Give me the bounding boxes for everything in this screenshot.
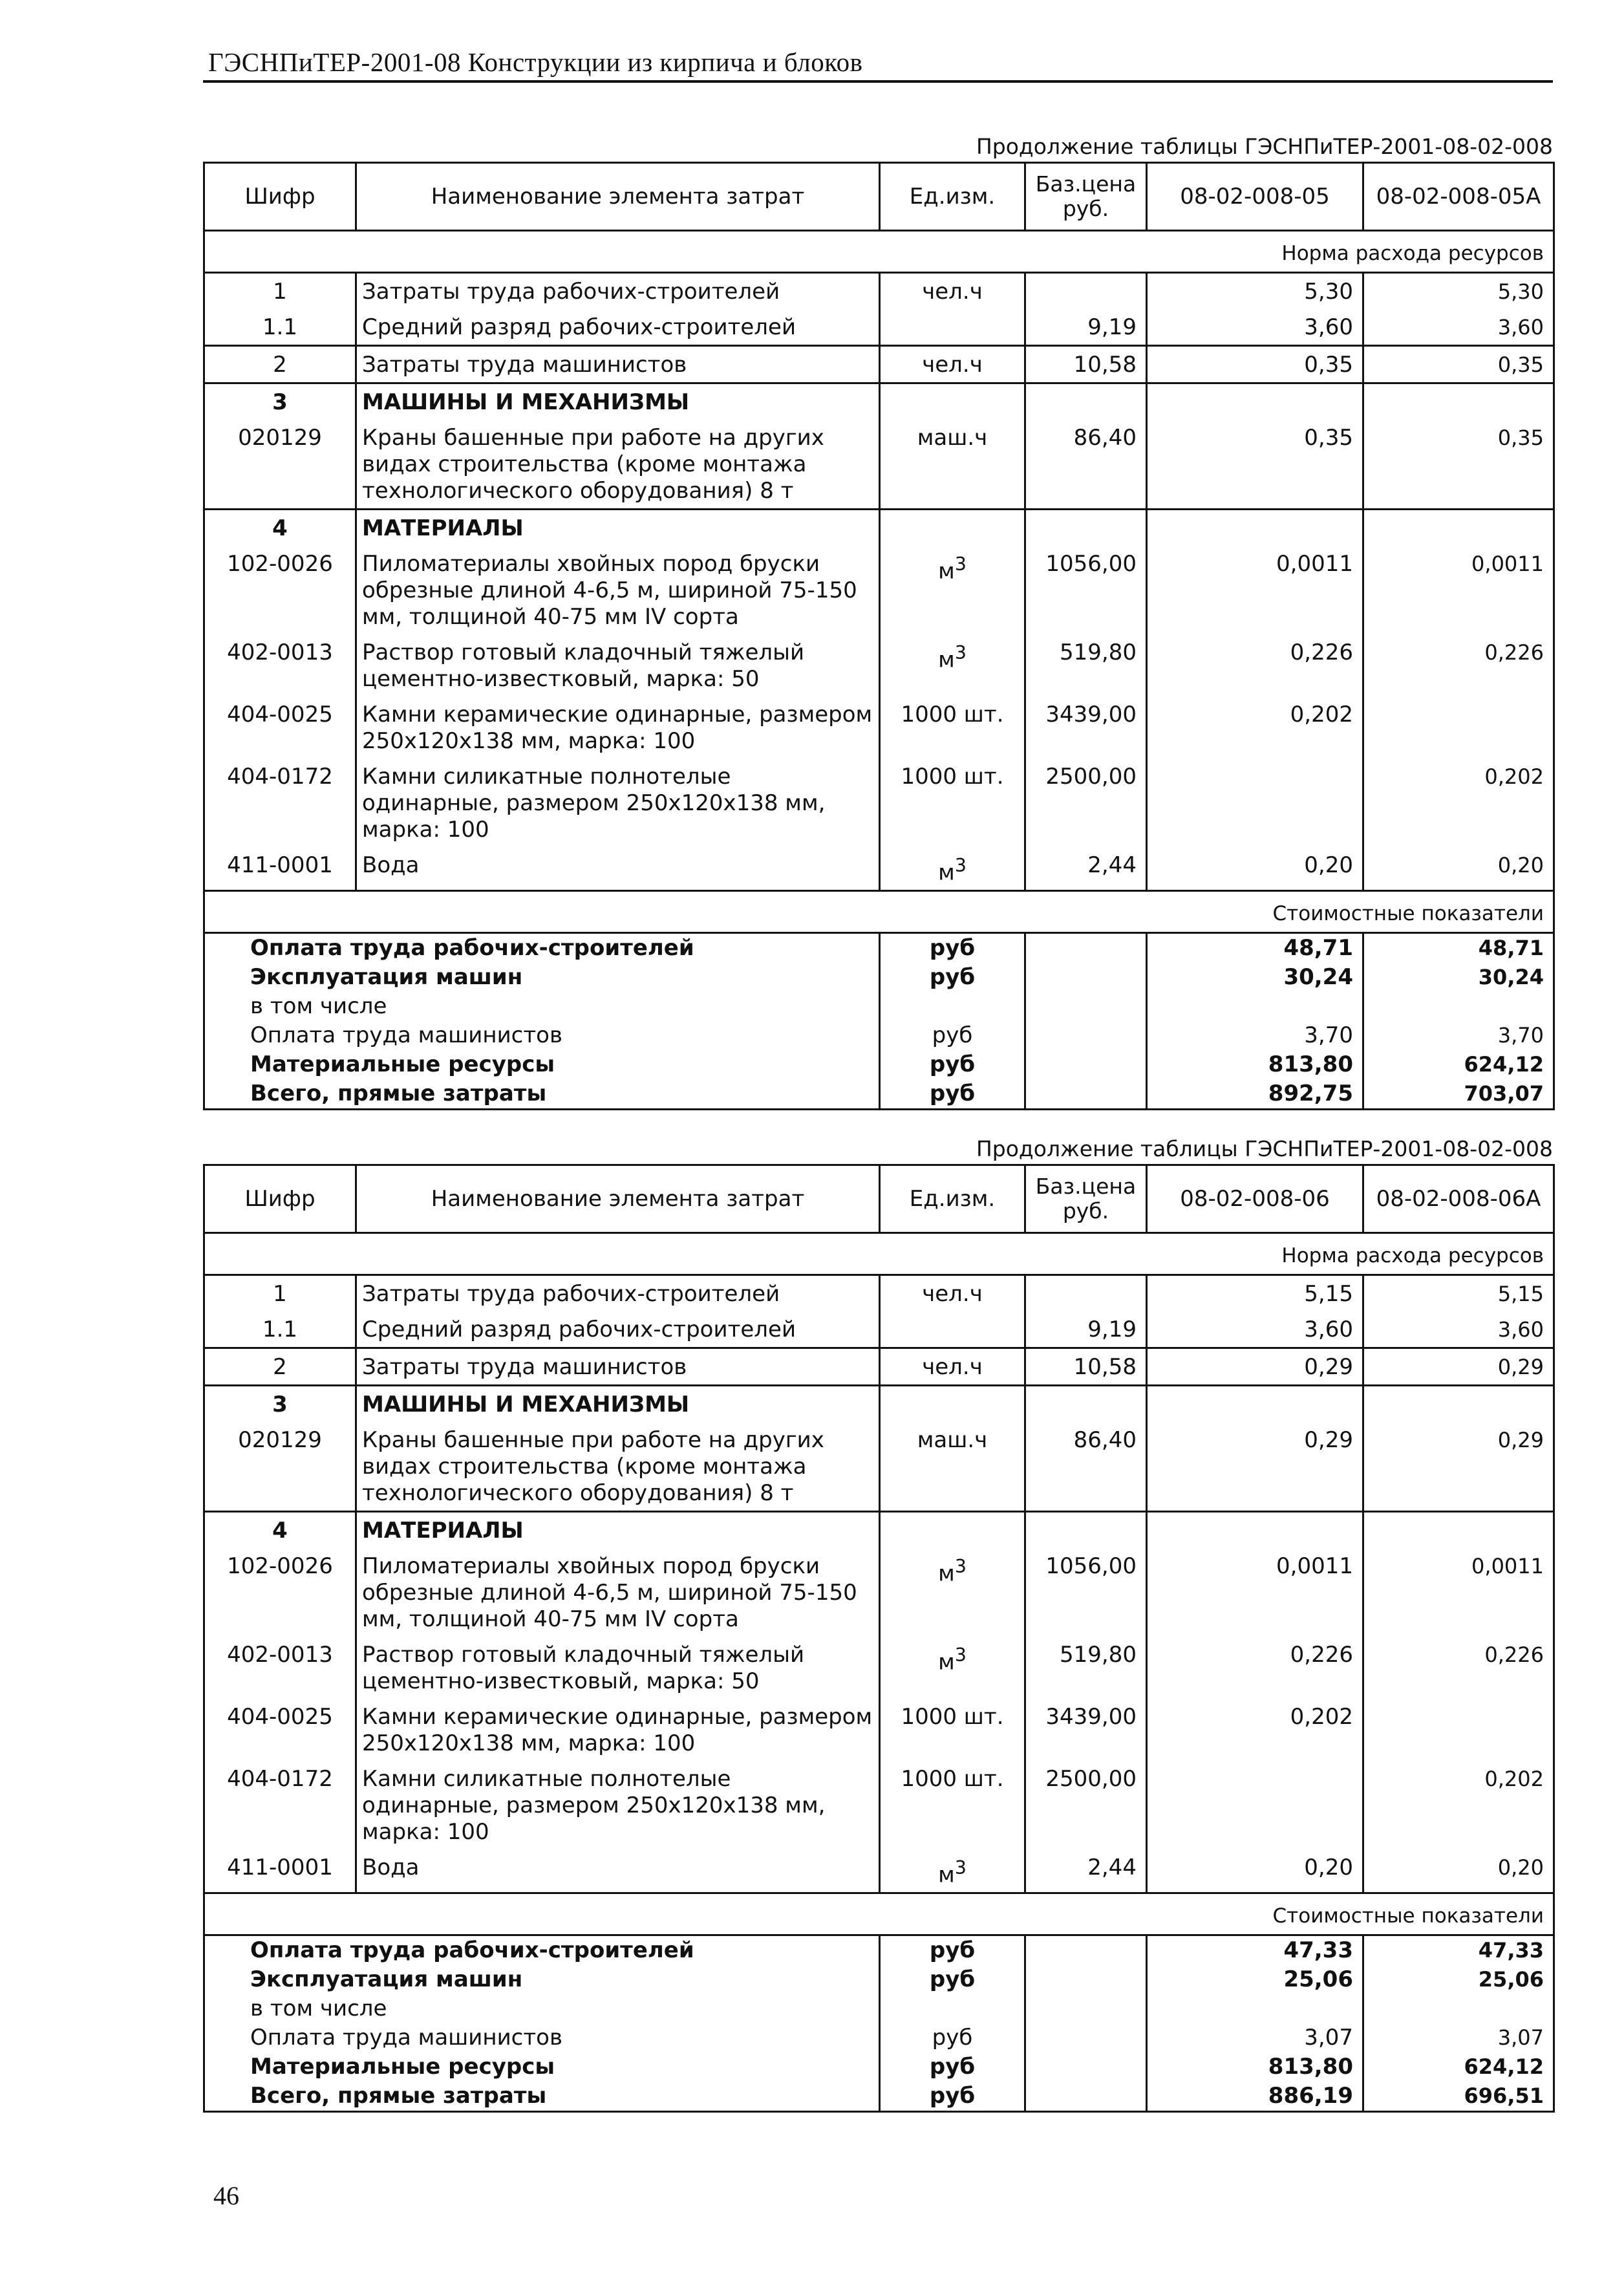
row-price: 9,19 — [1025, 309, 1147, 346]
row-norm-b: 0,20 — [1363, 847, 1554, 891]
row-code: 404-0025 — [204, 696, 356, 759]
row-norm-b: 0,0011 — [1363, 546, 1554, 634]
column-header-code: Шифр — [204, 163, 356, 231]
cost-label: Оплата труда машинистов — [204, 1021, 880, 1050]
section-code: 3 — [204, 383, 356, 420]
row-code: 2 — [204, 1348, 356, 1386]
row-name: Краны башенные при работе на других видах строительства (кроме монтажа технологического оборудования) 8 т — [356, 420, 880, 510]
row-norm-a: 0,202 — [1147, 696, 1363, 759]
norm-table — [203, 162, 1555, 1110]
row-name: Затраты труда машинистов — [356, 346, 880, 383]
row-price: 2500,00 — [1025, 759, 1147, 847]
row-price: 2500,00 — [1025, 1761, 1147, 1849]
row-unit: 1000 шт. — [880, 1761, 1025, 1849]
cost-unit: руб — [880, 2082, 1025, 2112]
table-caption: Продолжение таблицы ГЭСНПиТЕР-2001-08-02-008 — [976, 134, 1553, 159]
row-name: Вода — [356, 847, 880, 891]
row-norm-a: 0,0011 — [1147, 1548, 1363, 1637]
column-header-norm-a: 08-02-008-05 — [1147, 163, 1363, 231]
row-unit: чел.ч — [880, 346, 1025, 383]
row-norm-b: 0,202 — [1363, 1761, 1554, 1849]
table-row — [204, 420, 1554, 510]
cost-banner: Стоимостные показатели — [204, 891, 1554, 933]
column-header-norm-b: 08-02-008-05А — [1363, 163, 1554, 231]
column-header-norm-b: 08-02-008-06А — [1363, 1165, 1554, 1233]
row-norm-a: 0,35 — [1147, 346, 1363, 383]
unit-text: м — [938, 859, 955, 886]
row-price: 2,44 — [1025, 847, 1147, 891]
row-norm-a — [1147, 759, 1363, 847]
price-header-line2: руб. — [1062, 196, 1109, 221]
cost-label: Всего, прямые затраты — [204, 2082, 880, 2112]
row-norm-b: 0,226 — [1363, 634, 1554, 696]
cost-unit: руб — [880, 1050, 1025, 1079]
table-row — [204, 1761, 1554, 1849]
cost-value-a: 813,80 — [1147, 1050, 1363, 1079]
row-name: Раствор готовый кладочный тяжелый цементно-известковый, марка: 50 — [356, 1637, 880, 1699]
row-price — [1025, 1275, 1147, 1312]
norm-banner: Норма расхода ресурсов — [204, 231, 1554, 273]
row-name: Средний разряд рабочих-строителей — [356, 1311, 880, 1348]
cost-row — [204, 2023, 1554, 2052]
cost-value-a: 892,75 — [1147, 1079, 1363, 1110]
table-row — [204, 273, 1554, 310]
section-row — [204, 383, 1554, 420]
table-row — [204, 1311, 1554, 1348]
cost-banner: Стоимостные показатели — [204, 1893, 1554, 1935]
table-row — [204, 1348, 1554, 1386]
row-name: Краны башенные при работе на других видах строительства (кроме монтажа технологического оборудования) 8 т — [356, 1422, 880, 1512]
row-code: 402-0013 — [204, 634, 356, 696]
cost-value-b — [1363, 992, 1554, 1021]
row-name: Камни керамические одинарные, размером 250х120х138 мм, марка: 100 — [356, 1699, 880, 1761]
cost-row — [204, 2082, 1554, 2112]
cost-value-a: 886,19 — [1147, 2082, 1363, 2112]
row-price: 10,58 — [1025, 1348, 1147, 1386]
cost-value-a: 25,06 — [1147, 1965, 1363, 1994]
row-code: 404-0172 — [204, 1761, 356, 1849]
column-header-unit: Ед.изм. — [880, 163, 1025, 231]
table-row — [204, 546, 1554, 634]
section-title: МАТЕРИАЛЫ — [356, 1512, 880, 1549]
row-norm-a: 3,60 — [1147, 309, 1363, 346]
table-row — [204, 1422, 1554, 1512]
cost-row — [204, 1050, 1554, 1079]
cost-row — [204, 933, 1554, 963]
page-header-title: ГЭСНПиТЕР-2001-08 Конструкции из кирпича и блоков — [208, 47, 863, 77]
unit-text: м — [938, 1862, 955, 1888]
column-header-unit: Ед.изм. — [880, 1165, 1025, 1233]
row-code: 404-0025 — [204, 1699, 356, 1761]
cost-unit: руб — [880, 933, 1025, 963]
cost-value-b: 624,12 — [1363, 1050, 1554, 1079]
cost-value-b: 3,07 — [1363, 2023, 1554, 2052]
row-norm-a: 0,0011 — [1147, 546, 1363, 634]
unit-text: м — [938, 647, 955, 673]
cost-row — [204, 992, 1554, 1021]
row-code: 2 — [204, 346, 356, 383]
cost-value-a: 48,71 — [1147, 933, 1363, 963]
section-code: 4 — [204, 1512, 356, 1549]
row-unit: $м^3$ — [880, 546, 1025, 634]
row-price — [1025, 273, 1147, 310]
table-row — [204, 847, 1554, 891]
row-norm-a: 0,20 — [1147, 1849, 1363, 1893]
section-title: МАШИНЫ И МЕХАНИЗМЫ — [356, 383, 880, 420]
table-row — [204, 1699, 1554, 1761]
cost-unit: руб — [880, 1021, 1025, 1050]
row-norm-a: 0,202 — [1147, 1699, 1363, 1761]
row-norm-b: 3,60 — [1363, 1311, 1554, 1348]
row-name: Камни силикатные полнотелые одинарные, размером 250х120х138 мм, марка: 100 — [356, 1761, 880, 1849]
cost-value-b: 696,51 — [1363, 2082, 1554, 2112]
row-name: Затраты труда рабочих-строителей — [356, 1275, 880, 1312]
section-row — [204, 510, 1554, 546]
norm-banner: Норма расхода ресурсов — [204, 1233, 1554, 1275]
row-name: Затраты труда рабочих-строителей — [356, 273, 880, 310]
row-unit: 1000 шт. — [880, 696, 1025, 759]
table-row — [204, 634, 1554, 696]
row-price: 1056,00 — [1025, 1548, 1147, 1637]
cost-value-b — [1363, 1994, 1554, 2023]
header-rule — [203, 80, 1553, 83]
row-norm-b: 0,20 — [1363, 1849, 1554, 1893]
row-code: 1 — [204, 1275, 356, 1312]
unit-text: м — [938, 1649, 955, 1675]
row-name: Камни керамические одинарные, размером 250х120х138 мм, марка: 100 — [356, 696, 880, 759]
column-header-price — [1025, 1165, 1147, 1233]
column-header-name: Наименование элемента затрат — [356, 163, 880, 231]
table-caption: Продолжение таблицы ГЭСНПиТЕР-2001-08-02-008 — [976, 1136, 1553, 1161]
cost-label: в том числе — [204, 1994, 880, 2023]
row-price: 3439,00 — [1025, 1699, 1147, 1761]
column-header-name: Наименование элемента затрат — [356, 1165, 880, 1233]
cost-row — [204, 1021, 1554, 1050]
cost-unit: руб — [880, 963, 1025, 992]
row-code: 411-0001 — [204, 847, 356, 891]
cost-label: Оплата труда рабочих-строителей — [204, 1935, 880, 1966]
cost-unit: руб — [880, 1079, 1025, 1110]
table-row — [204, 1637, 1554, 1699]
row-name: Камни силикатные полнотелые одинарные, размером 250х120х138 мм, марка: 100 — [356, 759, 880, 847]
cost-unit — [880, 992, 1025, 1021]
row-norm-a: 5,30 — [1147, 273, 1363, 310]
row-code: 1.1 — [204, 309, 356, 346]
table-row — [204, 1548, 1554, 1637]
row-code: 102-0026 — [204, 1548, 356, 1637]
row-price: 3439,00 — [1025, 696, 1147, 759]
row-price: 86,40 — [1025, 420, 1147, 510]
norm-banner-row — [204, 1233, 1554, 1275]
cost-label: Материальные ресурсы — [204, 1050, 880, 1079]
cost-label: Оплата труда машинистов — [204, 2023, 880, 2052]
row-norm-b: 0,35 — [1363, 420, 1554, 510]
cost-label: Материальные ресурсы — [204, 2052, 880, 2082]
cost-label: Всего, прямые затраты — [204, 1079, 880, 1110]
row-name: Пиломатериалы хвойных пород бруски обрезные длиной 4-6,5 м, шириной 75-150 мм, толщиной 40-75 мм IV сорта — [356, 1548, 880, 1637]
row-norm-b: 5,30 — [1363, 273, 1554, 310]
row-norm-b: 0,202 — [1363, 759, 1554, 847]
table-row — [204, 1275, 1554, 1312]
column-header-norm-a: 08-02-008-06 — [1147, 1165, 1363, 1233]
norm-table — [203, 1164, 1555, 2113]
row-norm-a: 0,29 — [1147, 1348, 1363, 1386]
row-unit: чел.ч — [880, 1275, 1025, 1312]
cost-value-b: 48,71 — [1363, 933, 1554, 963]
cost-value-b: 30,24 — [1363, 963, 1554, 992]
section-row — [204, 1386, 1554, 1423]
cost-label: в том числе — [204, 992, 880, 1021]
row-name: Вода — [356, 1849, 880, 1893]
row-price: 1056,00 — [1025, 546, 1147, 634]
row-unit: маш.ч — [880, 420, 1025, 510]
row-price: 9,19 — [1025, 1311, 1147, 1348]
section-code: 3 — [204, 1386, 356, 1423]
row-code: 1 — [204, 273, 356, 310]
cost-unit: руб — [880, 1935, 1025, 1966]
row-unit — [880, 1311, 1025, 1348]
cost-unit: руб — [880, 2023, 1025, 2052]
cost-value-a: 30,24 — [1147, 963, 1363, 992]
table-row — [204, 759, 1554, 847]
section-title: МАТЕРИАЛЫ — [356, 510, 880, 546]
row-price: 519,80 — [1025, 1637, 1147, 1699]
cost-value-b: 624,12 — [1363, 2052, 1554, 2082]
row-code: 020129 — [204, 420, 356, 510]
cost-label: Эксплуатация машин — [204, 1965, 880, 1994]
price-header-line2: руб. — [1062, 1198, 1109, 1223]
cost-value-a: 3,07 — [1147, 2023, 1363, 2052]
row-norm-b: 0,29 — [1363, 1422, 1554, 1512]
table-header-row — [204, 163, 1554, 231]
row-code: 020129 — [204, 1422, 356, 1512]
page-number: 46 — [213, 2181, 239, 2210]
cost-value-a: 3,70 — [1147, 1021, 1363, 1050]
row-norm-a: 0,29 — [1147, 1422, 1363, 1512]
cost-value-b: 47,33 — [1363, 1935, 1554, 1966]
row-unit: $м^3$ — [880, 634, 1025, 696]
table-row — [204, 696, 1554, 759]
row-norm-b — [1363, 1699, 1554, 1761]
row-name: Затраты труда машинистов — [356, 1348, 880, 1386]
norm-banner-row — [204, 231, 1554, 273]
cost-row — [204, 1994, 1554, 2023]
row-code: 402-0013 — [204, 1637, 356, 1699]
row-name: Пиломатериалы хвойных пород бруски обрезные длиной 4-6,5 м, шириной 75-150 мм, толщиной 40-75 мм IV сорта — [356, 546, 880, 634]
row-code: 1.1 — [204, 1311, 356, 1348]
row-code: 102-0026 — [204, 546, 356, 634]
column-header-code: Шифр — [204, 1165, 356, 1233]
section-code: 4 — [204, 510, 356, 546]
row-norm-b: 0,35 — [1363, 346, 1554, 383]
cost-label: Эксплуатация машин — [204, 963, 880, 992]
unit-text: м — [938, 1560, 955, 1587]
table-row — [204, 1849, 1554, 1893]
cost-unit: руб — [880, 1965, 1025, 1994]
cost-value-b: 3,70 — [1363, 1021, 1554, 1050]
row-price: 2,44 — [1025, 1849, 1147, 1893]
row-code: 411-0001 — [204, 1849, 356, 1893]
row-unit: $м^3$ — [880, 847, 1025, 891]
row-unit: $м^3$ — [880, 1637, 1025, 1699]
row-norm-b: 3,60 — [1363, 309, 1554, 346]
price-header-line1: Баз.цена — [1035, 1174, 1137, 1199]
cost-unit — [880, 1994, 1025, 2023]
row-norm-a: 0,35 — [1147, 420, 1363, 510]
row-name: Средний разряд рабочих-строителей — [356, 309, 880, 346]
cost-row — [204, 1965, 1554, 1994]
row-price: 10,58 — [1025, 346, 1147, 383]
row-unit: маш.ч — [880, 1422, 1025, 1512]
table-row — [204, 346, 1554, 383]
row-unit: 1000 шт. — [880, 1699, 1025, 1761]
row-norm-a: 0,20 — [1147, 847, 1363, 891]
row-norm-a: 0,226 — [1147, 634, 1363, 696]
row-norm-a: 5,15 — [1147, 1275, 1363, 1312]
row-unit: чел.ч — [880, 273, 1025, 310]
row-norm-a — [1147, 1761, 1363, 1849]
cost-row — [204, 963, 1554, 992]
row-norm-b: 0,226 — [1363, 1637, 1554, 1699]
section-title: МАШИНЫ И МЕХАНИЗМЫ — [356, 1386, 880, 1423]
row-unit: 1000 шт. — [880, 759, 1025, 847]
row-norm-a: 3,60 — [1147, 1311, 1363, 1348]
row-code: 404-0172 — [204, 759, 356, 847]
row-name: Раствор готовый кладочный тяжелый цементно-известковый, марка: 50 — [356, 634, 880, 696]
cost-value-a: 47,33 — [1147, 1935, 1363, 1966]
price-header-line1: Баз.цена — [1035, 171, 1137, 197]
cost-row — [204, 2052, 1554, 2082]
row-norm-b: 5,15 — [1363, 1275, 1554, 1312]
row-norm-a: 0,226 — [1147, 1637, 1363, 1699]
table-header-row — [204, 1165, 1554, 1233]
row-unit: $м^3$ — [880, 1849, 1025, 1893]
row-norm-b: 0,0011 — [1363, 1548, 1554, 1637]
section-row — [204, 1512, 1554, 1549]
cost-banner-row — [204, 891, 1554, 933]
cost-row — [204, 1935, 1554, 1966]
row-price: 519,80 — [1025, 634, 1147, 696]
cost-value-a: 813,80 — [1147, 2052, 1363, 2082]
cost-unit: руб — [880, 2052, 1025, 2082]
table-row — [204, 309, 1554, 346]
row-unit: чел.ч — [880, 1348, 1025, 1386]
cost-value-b: 25,06 — [1363, 1965, 1554, 1994]
row-unit: $м^3$ — [880, 1548, 1025, 1637]
cost-row — [204, 1079, 1554, 1110]
cost-value-a — [1147, 992, 1363, 1021]
unit-text: м — [938, 558, 955, 585]
row-norm-b — [1363, 696, 1554, 759]
cost-value-a — [1147, 1994, 1363, 2023]
row-norm-b: 0,29 — [1363, 1348, 1554, 1386]
row-unit — [880, 309, 1025, 346]
cost-banner-row — [204, 1893, 1554, 1935]
column-header-price — [1025, 163, 1147, 231]
cost-value-b: 703,07 — [1363, 1079, 1554, 1110]
row-price: 86,40 — [1025, 1422, 1147, 1512]
cost-label: Оплата труда рабочих-строителей — [204, 933, 880, 963]
